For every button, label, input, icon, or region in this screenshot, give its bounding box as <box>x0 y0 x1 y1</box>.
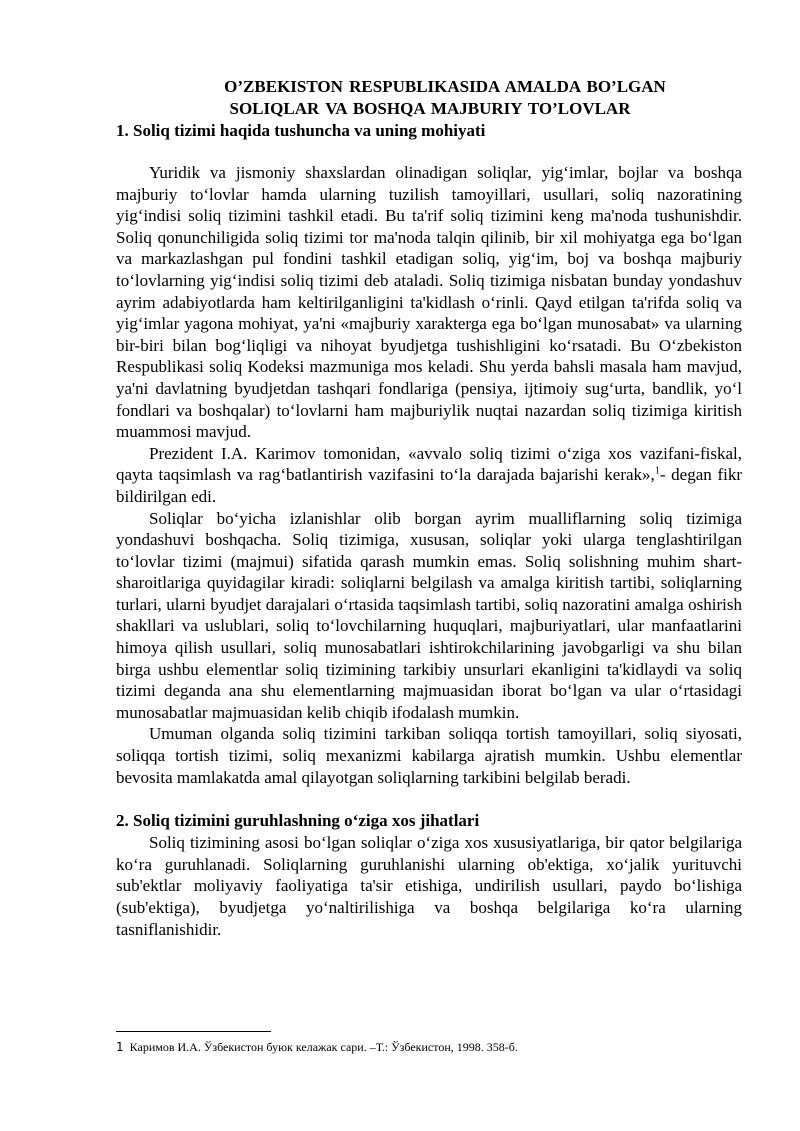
spacer <box>116 788 742 810</box>
footnote-reference[interactable]: 1 <box>654 465 660 477</box>
paragraph-text: Prezident I.A. Karimov tomonidan, «avvalo soliq tizimi o‘ziga xos vazifani-fiskal, qayta taqsimlash va rag‘batlantirish vazifasini to‘la darajada bajarishi kerak», <box>116 443 742 485</box>
section-1-paragraph-1: Yuridik va jismoniy shaxslardan olinadigan soliqlar, yig‘imlar, bojlar va boshqa majburiy to‘lovlar hamda ularning tuzilish tamoyillari, usullari, soliq nazoratining yig‘indisi soliq tizimini tashkil etadi. Bu ta'rif soliq tizimini keng ma'noda tushunishdir. Soliq qonunchiligida soliq tizimi tor ma'noda talqin qilinib, bir xil mohiyatga ega bo‘lgan va markazlashgan pul fondini tashkil etadigan soliq, yig‘im, boj va boshqa majburiy to‘lovlarning yig‘indisi soliq tizimi deb ataladi. Soliq tizimiga nisbatan bunday yondashuv ayrim adabiyotlarda ham keltirilganligini ta'kidlash o‘rinli. Qayd etilgan ta'rifda soliq va yig‘imlar yagona mohiyat, ya'ni «majburiy xarakterga ega bo‘lgan munosabat» va ularning bir-biri bilan bog‘liqligi va nihoyat byudjetga tushishligini ko‘rsatadi. Bu O‘zbekiston Respublikasi soliq Kodeksi mazmuniga mos keladi. Shu yerda bahsli masala ham mavjud, ya'ni davlatning byudjetdan tashqari fondlariga (pensiya, ijtimoiy sug‘urta, bandlik, yo‘l fondlari va boshqalar) to‘lovlarni ham majburiylik nuqtai nazardan soliq tizimiga kiritish muammosi mavjud. <box>116 163 742 442</box>
section-1-paragraph-4: Umuman olganda soliq tizimini tarkiban soliqqa tortish tamoyillari, soliq siyosati, soliqqa tortish tizimi, soliq mexanizmi kabilarga ajratish mumkin. Ushbu elementlar bevosita mamlakatda amal qilayotgan soliqlarning tarkibini belgilab beradi. <box>116 724 742 787</box>
footnote-separator <box>116 1031 271 1032</box>
footnote <box>116 1040 756 1055</box>
document-title <box>0 76 800 120</box>
title-line-2: SOLIQLAR VA BOSHQA MAJBURIY TO’LOVLAR <box>229 99 631 118</box>
footnote-number: 1 <box>116 1040 124 1054</box>
section-1-paragraph-2 <box>116 443 742 508</box>
section-2-heading: 2. Soliq tizimini guruhlashning o‘ziga xos jihatlari <box>116 811 480 831</box>
paragraph-tail: - degan fikr bildirilgan edi. <box>116 465 742 506</box>
spacer <box>116 142 742 162</box>
footnote-text: Каримов И.А. Ўзбекистон буюк келажак сари. –Т.: Ўзбекистон, 1998. 358-б. <box>129 1040 518 1054</box>
section-1-heading: 1. Soliq tizimi haqida tushuncha va uning mohiyati <box>116 121 486 140</box>
document-body <box>116 120 742 940</box>
section-2-paragraph-1: Soliq tizimining asosi bo‘lgan soliqlar o‘ziga xos xususiyatlariga, bir qator belgilariga ko‘ra guruhlanadi. Soliqlarning guruhlanishi ularning ob'ektiga, xo‘jalik yurituvchi sub'ektlar moliyaviy faoliyatiga ta'sir etishiga, undirilish usullari, paydo bo‘lishiga (sub'ektiga), byudjetga yo‘naltirilishiga va boshqa belgilariga ko‘ra ularning tasniflanishidir. <box>116 833 742 939</box>
section-1-paragraph-3: Soliqlar bo‘yicha izlanishlar olib borgan ayrim mualliflarning soliq tizimiga yondashuvi boshqacha. Soliq tizimiga, xususan, soliqlar yoki ularga tenglashtirilgan to‘lovlar tizimi (majmui) sifatida qarash mumkin emas. Soliq solishning muhim shart-sharoitlariga quyidagilar kiradi: soliqlarni belgilash va amalga kiritish tartibi, soliqlarning turlari, ularni byudjet darajalari o‘rtasida taqsimlash tartibi, soliq nazoratini amalga oshirish shakllari va uslublari, soliq to‘lovchilarning huquqlari, majburiyatlari, ular manfaatlarini himoya qilish usullari, soliq munosabatlari ishtirokchilarining javobgarligi va shu bilan birga ushbu elementlar soliq tizimining tarkibiy unsurlari ekanligini ta'kidlaydi va soliq tizimi deganda ana shu elementlarning majmuasidan iborat bo‘lgan va ular o‘rtasidagi munosabatlar majmuasidan kelib chiqib ifodalash mumkin. <box>116 508 742 722</box>
title-line-1: O’ZBEKISTON RESPUBLIKASIDA AMALDA BO’LGAN <box>224 77 666 96</box>
